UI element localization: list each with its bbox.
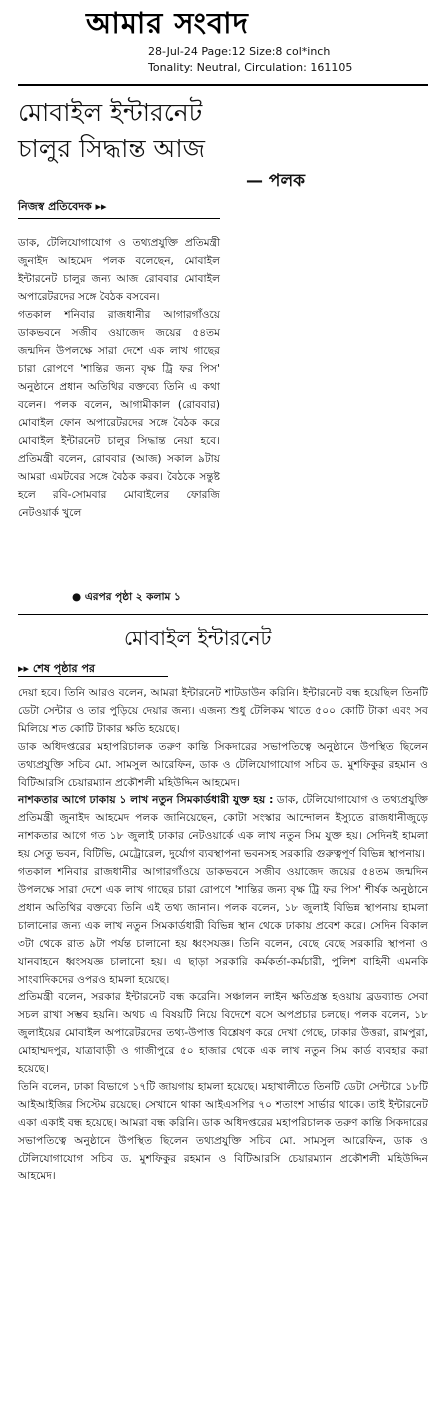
story1-byline: — পলক	[246, 171, 306, 191]
jump-divider	[18, 676, 168, 677]
story1-paragraph: গতকাল শনিবার রাজধানীর আগারগাঁওয়ে ডাকভবনে সজীব ওয়াজেদ জয়ের ৫৪তম জন্মদিন উপলক্ষে সারা দেশে এক লাখ গাছের চারা রোপণে 'শান্তির জন্য বৃক্ষ ট্রি ফর পিস' অনুষ্ঠানে প্রধান অতিথির বক্তব্যে তিনি এ কথা বলেন। পলক বলেন, আগামীকাল (রোববার) মোবাইল ফোন অপারেটরদের সঙ্গে বৈঠক করে মোবাইল ইন্টারনেট চালুর সিদ্ধান্ত নেয়া হবে। প্রতিমন্ত্রী বলেন, রোববার (আজ) সকাল ৯টায় আমরা এমটবের সঙ্গে বৈঠক করব। বৈঠকে সন্তুষ্ট হলে রবি-সোমবার মোবাইলের ফোরজি নেটওয়ার্ক খুলে	[18, 309, 220, 519]
clipping-info: 28-Jul-24 Page:12 Size:8 col*inch	[148, 45, 331, 58]
newspaper-masthead: আমার সংবাদ	[86, 6, 249, 40]
paragraph-text: তিনি বলেন, ঢাকা বিভাগে ১৭টি জায়গায় হামলা হয়েছে। মহাখালীতে তিনটি ডেটা সেন্টারে ১৮টি আইআইজির সিস্টেম রয়েছে। সেখানে থাকা আইএসপির ৭০ শতাংশ সার্ভার থাকে। তাই ইন্টারনেট একা একাই বন্ধ হয়েছে। আমরা বন্ধ করিনি। ডাক অধিদপ্তরের মহাপরিচালক তরুণ কান্তি সিকদারের সভাপতিত্বে অনুষ্ঠানে উপস্থিত ছিলেন তথ্যপ্রযুক্তি সচিব মো. সামসুল আরেফিন, ডাক ও টেলিযোগাযোগ সচিব ড. মুশফিকুর রহমান ও বিটিআরসি চেয়ারম্যান প্রকৌশলী মহিউদ্দিন আহমেদ।	[18, 1079, 428, 1183]
story2-paragraph	[18, 1078, 428, 1185]
story2-paragraph	[18, 988, 428, 1078]
paragraph-text: ডাক অধিদপ্তরের মহাপরিচালক তরুণ কান্তি সিকদারের সভাপতিত্বে অনুষ্ঠানে উপস্থিত ছিলেন তথ্যপ্রযুক্তি সচিব মো. সামসুল আরেফিন, ডাক ও টেলিযোগাযোগ সচিব ড. মুশফিকুর রহমান ও বিটিআরসি চেয়ারম্যান প্রকৌশলী মহিউদ্দিন আহমেদ।	[18, 739, 428, 789]
paragraph-text: গতকাল শনিবার রাজধানীর আগারগাঁওয়ে ডাকভবনে সজীব ওয়াজেদ জয়ের ৫৪তম জন্মদিন উপলক্ষে সারা দেশে এক লাখ গাছের চারা রোপণে 'শান্তির জন্য বৃক্ষ ট্রি ফর পিস' শীর্ষক অনুষ্ঠানে প্রধান অতিথির বক্তব্যে তিনি এই তথ্য জানান। পলক বলেন, ১৮ জুলাই বিভিন্ন স্থাপনায় হামলা চালানোর জন্য এক লাখ নতুন সিমকার্ডধারী বিভিন্ন স্থান থেকে ঢাকায় প্রবেশ করে। সেদিন বিকাল ৩টা থেকে রাত ৯টা পর্যন্ত চালানো হয় ধ্বংসযজ্ঞ। তিনি বলেন, বেছে বেছে সরকারি স্থাপনা ও যানবাহনে ধ্বংসযজ্ঞ চালানো হয়। এ ছাড়া সরকারি কর্মকর্তা-কর্মচারী, পুলিশ বাহিনী এমনকি সাংবাদিকদের ওপরও হামলা হয়েছে।	[18, 865, 428, 986]
story2-paragraph	[18, 863, 428, 988]
clipping-tonality: Tonality: Neutral, Circulation: 161105	[148, 61, 353, 74]
paragraph-lead: নাশকতার আগে ঢাকায় ১ লাখ নতুন সিমকার্ডধারী যুক্ত হয় :	[18, 793, 274, 807]
story2-paragraph	[18, 738, 428, 792]
story1-headline-line2: চালুর সিদ্ধান্ত আজ	[18, 134, 206, 163]
story1-continuation: ● এরপর পৃষ্ঠা ২ কলাম ১	[72, 591, 181, 603]
story1-paragraph: ডাক, টেলিযোগাযোগ ও তথ্যপ্রযুক্তি প্রতিমন্ত্রী জুনাইদ আহমেদ পলক বলেছেন, মোবাইল ইন্টারনেট চালুর জন্য আজ রোববার মোবাইল অপারেটরদের সঙ্গে বৈঠক বসবেন।	[18, 237, 220, 303]
story2-paragraph	[18, 791, 428, 863]
story1-headline-line1: মোবাইল ইন্টারনেট	[18, 98, 203, 127]
paragraph-text: দেয়া হবে। তিনি আরও বলেন, আমরা ইন্টারনেট শাটডাউন করিনি। ইন্টারনেট বন্ধ হয়েছিল তিনটি ডেটা সেন্টার ও তার পুড়িয়ে দেয়ার জন্য। এজন্য শুধু টেলিকম খাতে ৫০০ কোটি টাকা এবং সব মিলিয়ে শত কোটি টাকার ক্ষতি হয়েছে।	[18, 686, 428, 735]
story2-headline: মোবাইল ইন্টারনেট	[124, 626, 272, 650]
story1-reporter: নিজস্ব প্রতিবেদক ▸▸	[18, 200, 107, 213]
paragraph-text: ডাক, টেলিযোগাযোগ ও তথ্যপ্রযুক্তি প্রতিমন্ত্রী জুনাইদ আহমেদ পলক জানিয়েছেন, কোটা সংস্কার আন্দোলন ইস্যুতে রাজধানীজুড়ে নাশকতার আগে গত ১৮ জুলাই ঢাকার নেটওয়ার্কে এক লাখ নতুন সিম যুক্ত হয়। সেদিনই হামলা হয় সেতু ভবন, বিটিভি, মেট্রোরেল, দুর্যোগ ব্যবস্থাপনা ভবনসহ সরকারি গুরুত্বপূর্ণ বিভিন্ন স্থাপনায়।	[18, 793, 428, 861]
paragraph-text: প্রতিমন্ত্রী বলেন, সরকার ইন্টারনেট বন্ধ করেনি। সঞ্চালন লাইন ক্ষতিগ্রস্ত হওয়ায় ব্রডব্যান্ড সেবা সচল রাখা সম্ভব হয়নি। অথচ এ বিষয়টি নিয়ে বিদেশে বসে অপপ্রচার চলছে। পলক বলেন, ১৮ জুলাইয়ের মোবাইল অপারেটরদের তথ্য-উপাত্ত বিশ্লেষণ করে দেখা গেছে, ঢাকার উত্তরা, রামপুরা, মোহাম্মদপুর, যাত্রাবাড়ী ও গাজীপুরে ৫০ হাজার থেকে এক লাখ নতুন সিম কার্ড ব্যবহার করা হয়েছে।	[18, 990, 428, 1076]
reporter-divider	[18, 218, 220, 219]
story2-jump-label: ▸▸ শেষ পৃষ্ঠার পর	[18, 662, 95, 675]
top-divider	[18, 84, 428, 86]
story-divider	[18, 614, 428, 615]
story1-body	[18, 234, 220, 522]
story2-paragraph	[18, 684, 428, 738]
story2-body	[18, 684, 428, 1185]
